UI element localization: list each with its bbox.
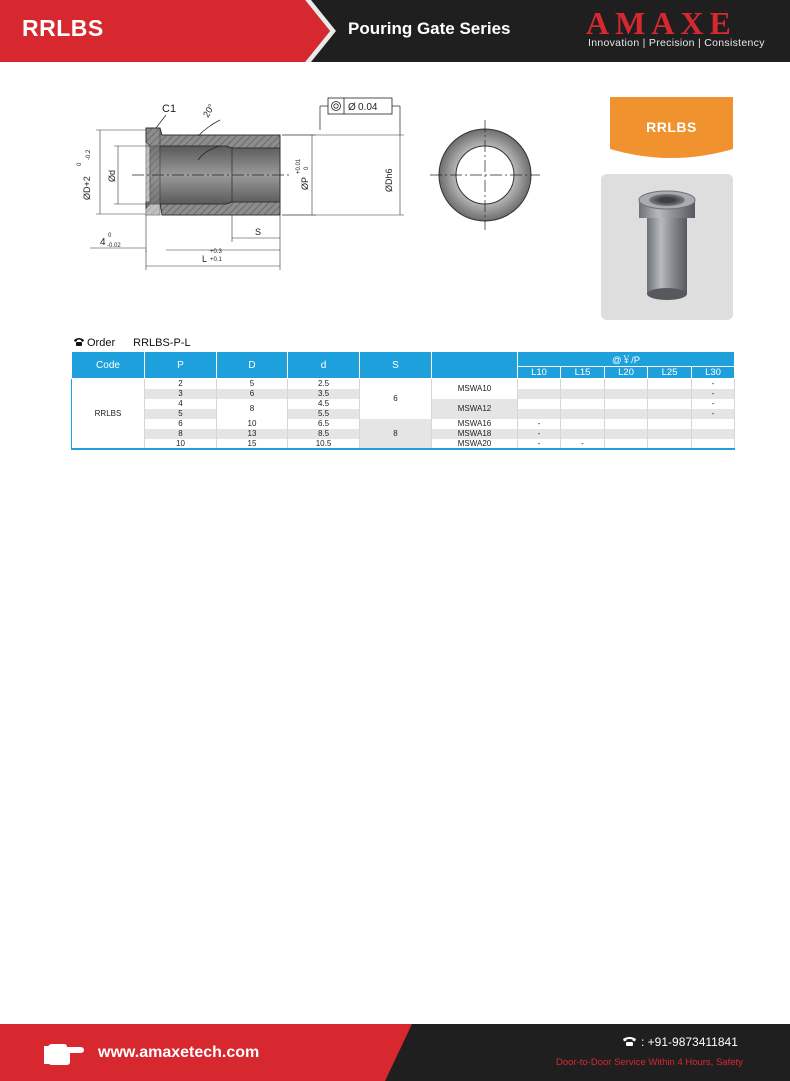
cell-s: 6 <box>360 379 432 419</box>
end-view <box>430 120 540 230</box>
cell-price: - <box>518 429 561 439</box>
cell-p: 2 <box>145 379 217 389</box>
cell-price <box>605 419 648 429</box>
dim-D-label: ØD+2 <box>82 176 92 200</box>
bushing-image <box>601 174 733 320</box>
dim-D-tolerance-upper: 0 <box>77 162 83 166</box>
phone-number <box>622 1035 738 1049</box>
runout-value: 0.04 <box>358 102 378 113</box>
cell-s: 8 <box>360 419 432 449</box>
product-photo <box>601 174 733 320</box>
header-d: d <box>288 352 360 379</box>
header-length: L20 <box>605 367 648 379</box>
table-row <box>72 379 735 389</box>
header-code: Code <box>72 352 145 379</box>
dim-P-label: ØP <box>300 176 310 190</box>
cell-price <box>605 379 648 389</box>
technical-drawing <box>70 90 570 280</box>
header-p: P <box>145 352 217 379</box>
phone-icon <box>73 337 85 347</box>
dim-L-tolerance-upper: +0.3 <box>210 249 222 255</box>
cell-d: 5.5 <box>288 409 360 419</box>
header-D: D <box>217 352 288 379</box>
cell-price <box>692 429 735 439</box>
cell-price <box>692 419 735 429</box>
cell-p: 4 <box>145 399 217 409</box>
cell-price <box>648 409 692 419</box>
cell-matching: MSWA10 <box>432 379 518 399</box>
series-title: Pouring Gate Series <box>348 19 511 38</box>
order-line <box>73 337 191 349</box>
cell-matching: MSWA20 <box>432 439 518 449</box>
section-view <box>132 128 292 215</box>
cell-p: 5 <box>145 409 217 419</box>
cell-price <box>692 439 735 449</box>
dim-d-label: Ød <box>107 169 117 182</box>
cell-price: - <box>692 409 735 419</box>
cell-price <box>605 409 648 419</box>
page-header <box>0 0 790 62</box>
cell-price <box>561 389 605 399</box>
cell-p: 8 <box>145 429 217 439</box>
dim-P-tolerance-upper: +0.01 <box>296 158 302 174</box>
spec-table <box>71 351 735 450</box>
cell-price <box>518 409 561 419</box>
code-cell: RRLBS <box>72 379 145 449</box>
product-label-banner <box>610 97 733 163</box>
angle-label: 20° <box>201 102 217 119</box>
header-length: L25 <box>648 367 692 379</box>
cell-p: 3 <box>145 389 217 399</box>
cell-price: - <box>692 389 735 399</box>
header-price: @￥/P <box>518 352 735 367</box>
cell-price <box>648 439 692 449</box>
cell-price <box>605 439 648 449</box>
diameter-symbol: Ø <box>348 102 356 113</box>
dim-4-tolerance-lower: -0.02 <box>107 243 121 249</box>
cell-price <box>561 419 605 429</box>
cell-price <box>648 429 692 439</box>
cell-d: 10.5 <box>288 439 360 449</box>
product-code-title: RRLBS <box>22 15 104 41</box>
header-length: L10 <box>518 367 561 379</box>
product-label: RRLBS <box>646 119 697 135</box>
cell-price <box>561 429 605 439</box>
dim-S-label: S <box>255 227 262 237</box>
cell-D: 8 <box>217 399 288 419</box>
cell-price <box>605 399 648 409</box>
header-length: L15 <box>561 367 605 379</box>
chamfer-label: C1 <box>162 103 177 115</box>
header-matching <box>432 352 518 379</box>
cell-d: 3.5 <box>288 389 360 399</box>
cell-price <box>518 399 561 409</box>
dim-L-label: L <box>202 254 208 264</box>
cell-D: 15 <box>217 439 288 449</box>
cell-price <box>561 399 605 409</box>
cell-price: - <box>561 439 605 449</box>
cell-D: 5 <box>217 379 288 389</box>
cell-d: 2.5 <box>288 379 360 389</box>
cell-price <box>648 379 692 389</box>
cell-d: 6.5 <box>288 419 360 429</box>
cell-price <box>648 399 692 409</box>
phone-text: : +91-9873411841 <box>641 1035 738 1049</box>
service-note: Door-to-Door Service Within 4 Hours, Safety <box>556 1057 743 1068</box>
website-link[interactable]: www.amaxetech.com <box>98 1044 260 1061</box>
brand-tagline: Innovation | Precision | Consistency <box>588 37 765 49</box>
dim-Dh6-label: ØDh6 <box>384 168 394 192</box>
cell-price <box>561 379 605 389</box>
cell-d: 4.5 <box>288 399 360 409</box>
cell-p: 6 <box>145 419 217 429</box>
order-format: RRLBS-P-L <box>133 337 191 349</box>
dim-L-tolerance-lower: +0.1 <box>210 257 222 263</box>
brand-logo <box>584 6 780 56</box>
cell-price: - <box>692 399 735 409</box>
pointing-hand-icon <box>44 1036 86 1068</box>
dim-P-tolerance-lower: 0 <box>304 166 310 170</box>
cell-price: - <box>518 419 561 429</box>
page-footer <box>0 1024 790 1081</box>
cell-matching: MSWA12 <box>432 399 518 419</box>
cell-matching: MSWA18 <box>432 429 518 439</box>
cell-price <box>605 389 648 399</box>
telephone-icon <box>622 1036 637 1047</box>
header-length: L30 <box>692 367 735 379</box>
brand-name: AMAXE <box>586 5 737 41</box>
cell-price <box>605 429 648 439</box>
dim-4-tolerance-upper: 0 <box>108 233 112 239</box>
cell-price <box>648 389 692 399</box>
cell-price <box>648 419 692 429</box>
order-label: Order <box>87 337 116 349</box>
cell-p: 10 <box>145 439 217 449</box>
dim-D-tolerance-lower: -0.2 <box>86 149 92 160</box>
dim-4-label: 4 <box>100 237 106 248</box>
cell-price <box>518 389 561 399</box>
header-s: S <box>360 352 432 379</box>
cell-price <box>561 409 605 419</box>
table-row <box>72 419 735 429</box>
cell-D: 6 <box>217 389 288 399</box>
cell-D: 10 <box>217 419 288 429</box>
cell-d: 8.5 <box>288 429 360 439</box>
cell-price: - <box>518 439 561 449</box>
cell-price <box>518 379 561 389</box>
cell-D: 13 <box>217 429 288 439</box>
cell-matching: MSWA16 <box>432 419 518 429</box>
cell-price: - <box>692 379 735 389</box>
